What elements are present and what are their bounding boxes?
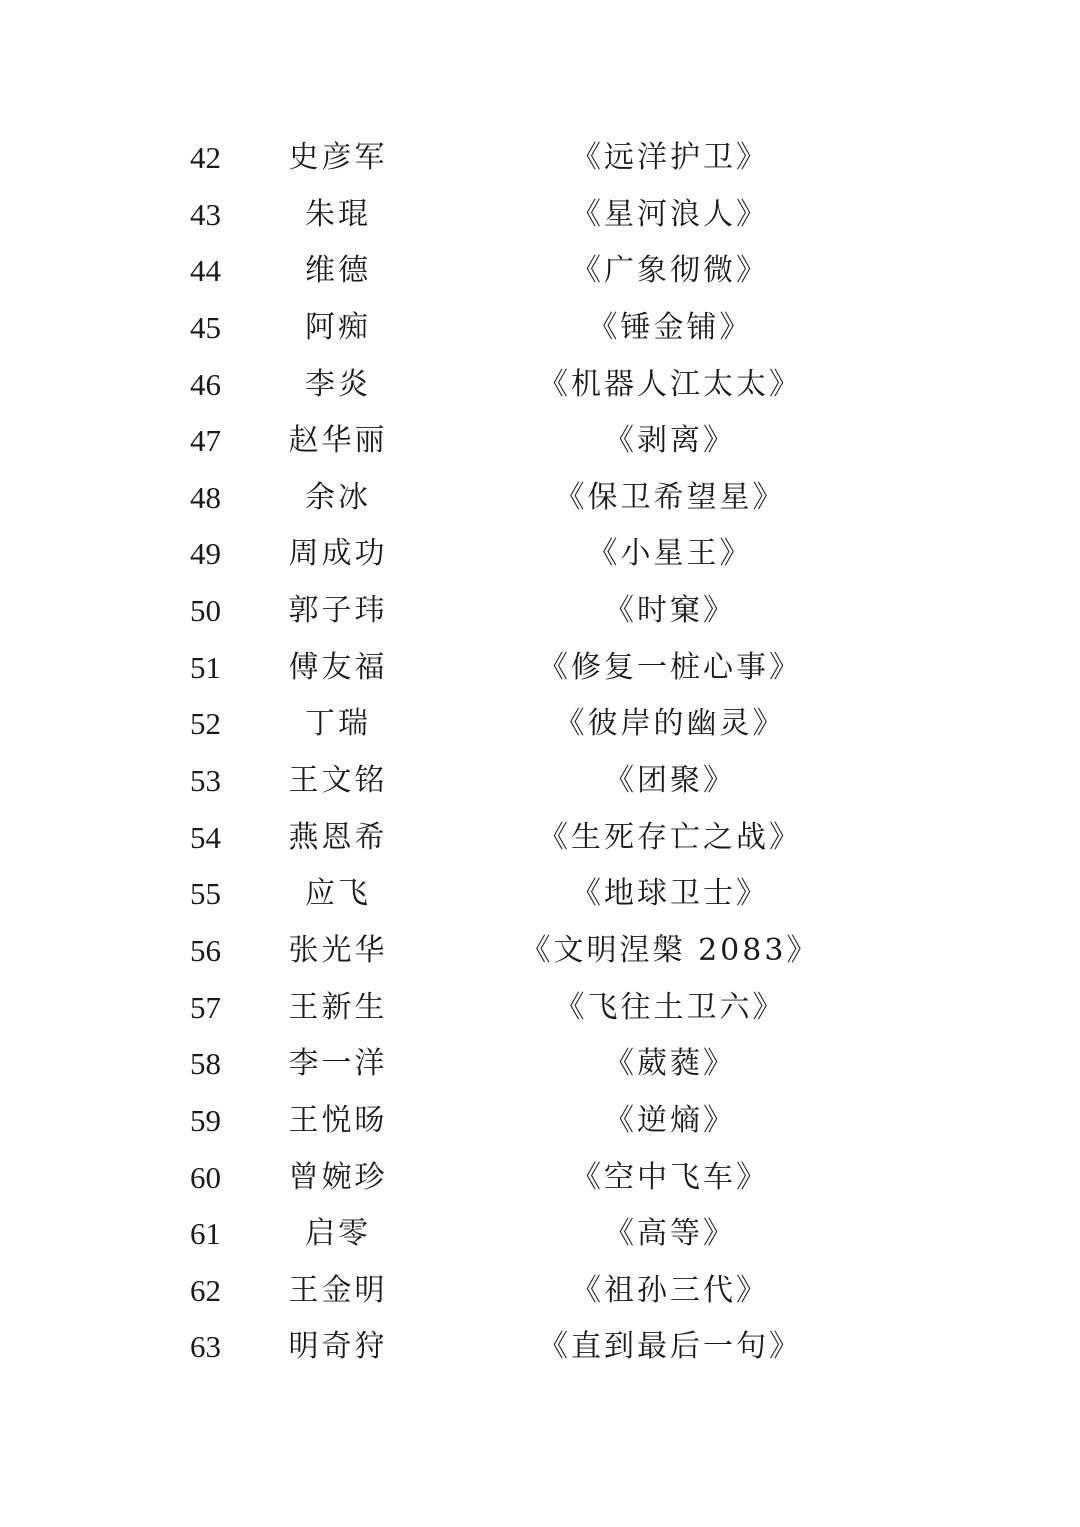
entry-number: 53 [190, 763, 221, 799]
entry-number: 58 [190, 1046, 221, 1082]
entry-number: 49 [190, 536, 221, 572]
list-row [0, 413, 1080, 470]
author-name: 明奇狩 [288, 1329, 388, 1365]
list-row [0, 130, 1080, 187]
author-name: 李一洋 [288, 1046, 388, 1082]
author-name: 王文铭 [288, 763, 388, 799]
list-row [0, 526, 1080, 583]
work-title: 《修复一桩心事》 [538, 649, 802, 685]
author-name: 启零 [305, 1216, 371, 1252]
work-title: 《地球卫士》 [571, 876, 769, 912]
list-row [0, 187, 1080, 244]
list-row [0, 810, 1080, 867]
entry-number: 42 [190, 140, 221, 175]
entry-number: 63 [190, 1329, 221, 1365]
author-name: 王悦旸 [288, 1102, 388, 1138]
author-name: 阿痴 [305, 309, 371, 345]
work-title: 《逆熵》 [604, 1102, 736, 1138]
work-title: 《星河浪人》 [571, 196, 769, 232]
author-name: 应飞 [305, 876, 371, 912]
author-name: 赵华丽 [288, 423, 388, 459]
entry-number: 51 [190, 649, 221, 685]
list-row [0, 1263, 1080, 1320]
list-row [0, 300, 1080, 357]
author-name: 郭子玮 [288, 593, 388, 629]
author-name: 王新生 [288, 989, 388, 1025]
work-title: 《祖孙三代》 [571, 1272, 769, 1308]
list-row [0, 753, 1080, 810]
entry-number: 44 [190, 253, 221, 289]
work-title: 《高等》 [604, 1216, 736, 1252]
work-title: 《文明涅槃 2083》 [520, 932, 820, 968]
work-title: 《直到最后一句》 [538, 1329, 802, 1365]
entry-number: 60 [190, 1159, 221, 1195]
work-title: 《保卫希望星》 [554, 479, 786, 515]
list-row [0, 1150, 1080, 1207]
list-row [0, 1206, 1080, 1263]
list-row [0, 923, 1080, 980]
work-title: 《小星王》 [587, 536, 753, 572]
work-title: 《生死存亡之战》 [538, 819, 802, 855]
author-name: 李炎 [305, 366, 371, 402]
entry-number: 43 [190, 196, 221, 232]
entry-number: 62 [190, 1272, 221, 1308]
entry-number: 61 [190, 1216, 221, 1252]
work-title: 《飞往土卫六》 [554, 989, 786, 1025]
author-name: 燕恩希 [288, 819, 388, 855]
list-row [0, 470, 1080, 527]
author-name: 周成功 [288, 536, 388, 572]
author-name: 曾婉珍 [288, 1159, 388, 1195]
list-row [0, 357, 1080, 414]
list-row [0, 640, 1080, 697]
list-row [0, 243, 1080, 300]
list-row [0, 1319, 1080, 1376]
entry-number: 52 [190, 706, 221, 742]
list-row [0, 1036, 1080, 1093]
work-title: 《空中飞车》 [571, 1159, 769, 1195]
entry-number: 55 [190, 876, 221, 912]
entry-number: 59 [190, 1102, 221, 1138]
entry-number: 50 [190, 593, 221, 629]
entry-number: 54 [190, 819, 221, 855]
work-title: 《彼岸的幽灵》 [554, 706, 786, 742]
work-title: 《锤金铺》 [587, 309, 753, 345]
author-name: 张光华 [288, 932, 388, 968]
entry-number: 45 [190, 309, 221, 345]
list-row [0, 866, 1080, 923]
entry-number: 48 [190, 479, 221, 515]
author-name: 丁瑞 [305, 706, 371, 742]
author-name: 余冰 [305, 479, 371, 515]
list-row [0, 1093, 1080, 1150]
author-name: 维德 [305, 253, 371, 289]
entry-number: 57 [190, 989, 221, 1025]
work-title: 《时窠》 [604, 593, 736, 629]
entry-list [0, 130, 1080, 1376]
list-row [0, 696, 1080, 753]
author-name: 王金明 [288, 1272, 388, 1308]
entry-number: 46 [190, 366, 221, 402]
entry-number: 47 [190, 423, 221, 459]
list-row [0, 583, 1080, 640]
author-name: 史彦军 [288, 140, 388, 175]
author-name: 朱琨 [305, 196, 371, 232]
entry-number: 56 [190, 932, 221, 968]
list-row [0, 980, 1080, 1037]
work-title: 《广象彻微》 [571, 253, 769, 289]
author-name: 傅友福 [288, 649, 388, 685]
work-title: 《远洋护卫》 [571, 140, 769, 175]
work-title: 《团聚》 [604, 763, 736, 799]
work-title: 《剥离》 [604, 423, 736, 459]
work-title: 《机器人江太太》 [538, 366, 802, 402]
work-title: 《葳蕤》 [604, 1046, 736, 1082]
